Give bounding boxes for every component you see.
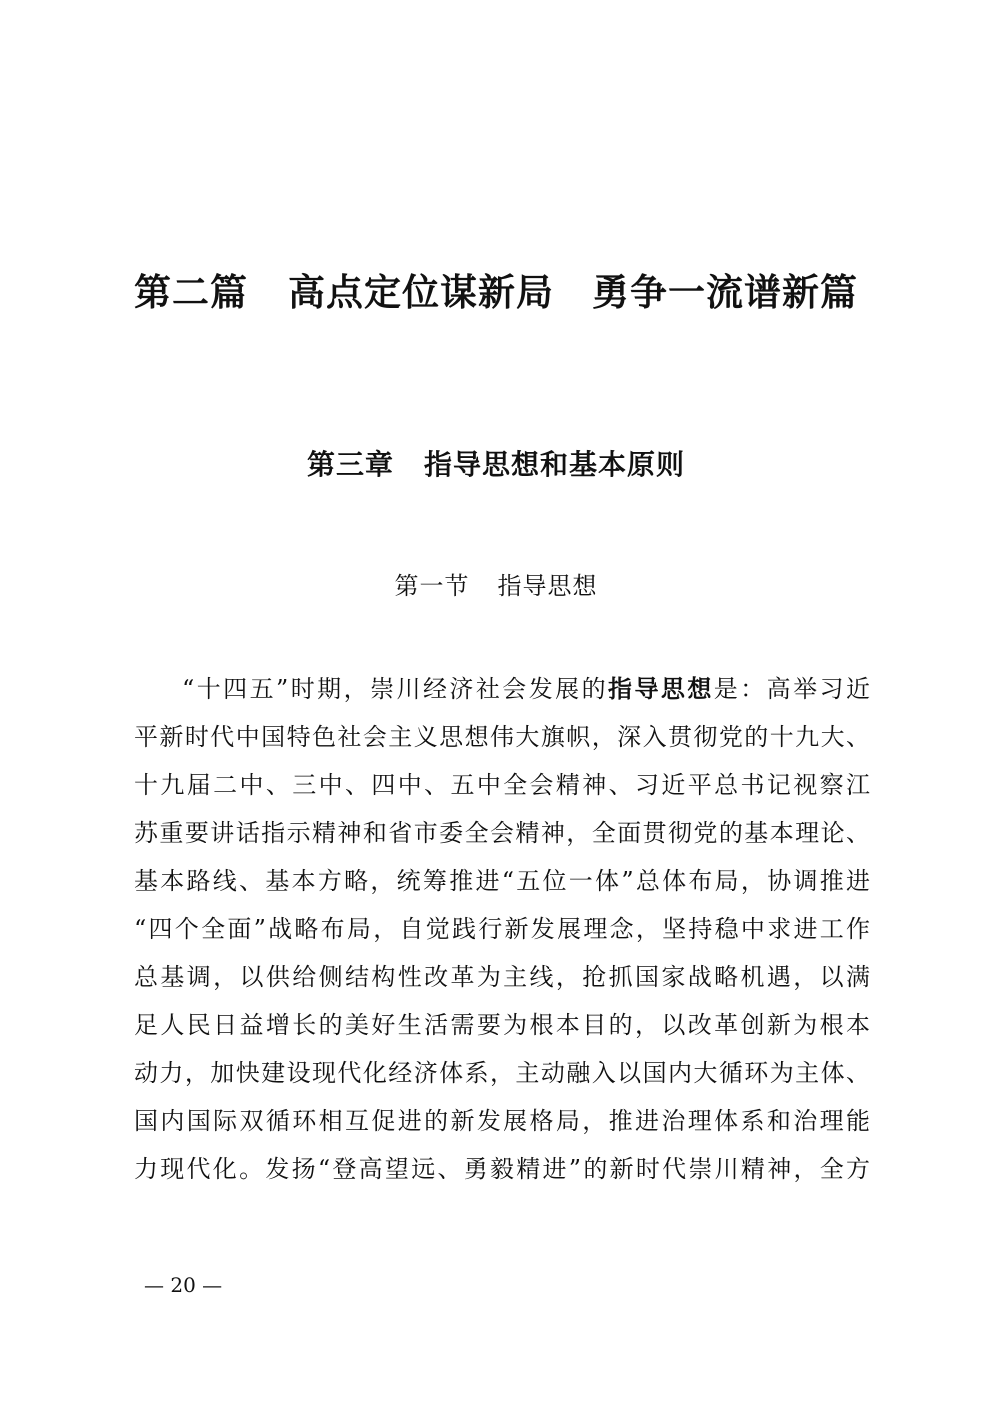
section-title-text: 指导思想	[497, 572, 598, 600]
line1-pre: “十四五”时期，崇川经济社会发展的	[182, 675, 609, 703]
chapter-label: 第三章	[306, 448, 394, 481]
body-line-3: 十九届二中、三中、四中、五中全会精神、习近平总书记视察江	[134, 771, 870, 799]
body-line-11: 力现代化。发扬“登高望远、勇毅精进”的新时代崇川精神，全方	[134, 1155, 870, 1183]
body-paragraph	[134, 665, 870, 1193]
body-line-4: 苏重要讲话指示精神和省市委全会精神，全面贯彻党的基本理论、	[134, 819, 870, 847]
section-label: 第一节	[394, 572, 470, 600]
body-line-5: 基本路线、基本方略，统筹推进“五位一体”总体布局，协调推进	[134, 867, 870, 895]
body-line-2: 平新时代中国特色社会主义思想伟大旗帜，深入贯彻党的十九大、	[134, 723, 870, 751]
body-line-6: “四个全面”战略布局，自觉践行新发展理念，坚持稳中求进工作	[134, 915, 870, 943]
line1-post: 是：高举习近	[713, 675, 870, 703]
chapter-title	[0, 440, 992, 490]
body-line-8: 足人民日益增长的美好生活需要为根本目的，以改革创新为根本	[134, 1011, 870, 1039]
part-title-text: 高点定位谋新局 勇争一流谱新篇	[288, 270, 858, 314]
body-line-10: 国内国际双循环相互促进的新发展格局，推进治理体系和治理能	[134, 1107, 870, 1135]
body-line-1	[134, 665, 870, 713]
part-label: 第二篇	[134, 270, 248, 314]
body-line-7: 总基调，以供给侧结构性改革为主线，抢抓国家战略机遇，以满	[134, 963, 870, 991]
part-title	[0, 262, 992, 322]
chapter-title-text: 指导思想和基本原则	[424, 448, 686, 481]
body-line-9: 动力，加快建设现代化经济体系，主动融入以国内大循环为主体、	[134, 1059, 870, 1087]
page-number: — 20 —	[144, 1273, 223, 1297]
section-title	[0, 566, 992, 606]
guiding-ideology-keyword: 指导思想	[608, 674, 714, 703]
